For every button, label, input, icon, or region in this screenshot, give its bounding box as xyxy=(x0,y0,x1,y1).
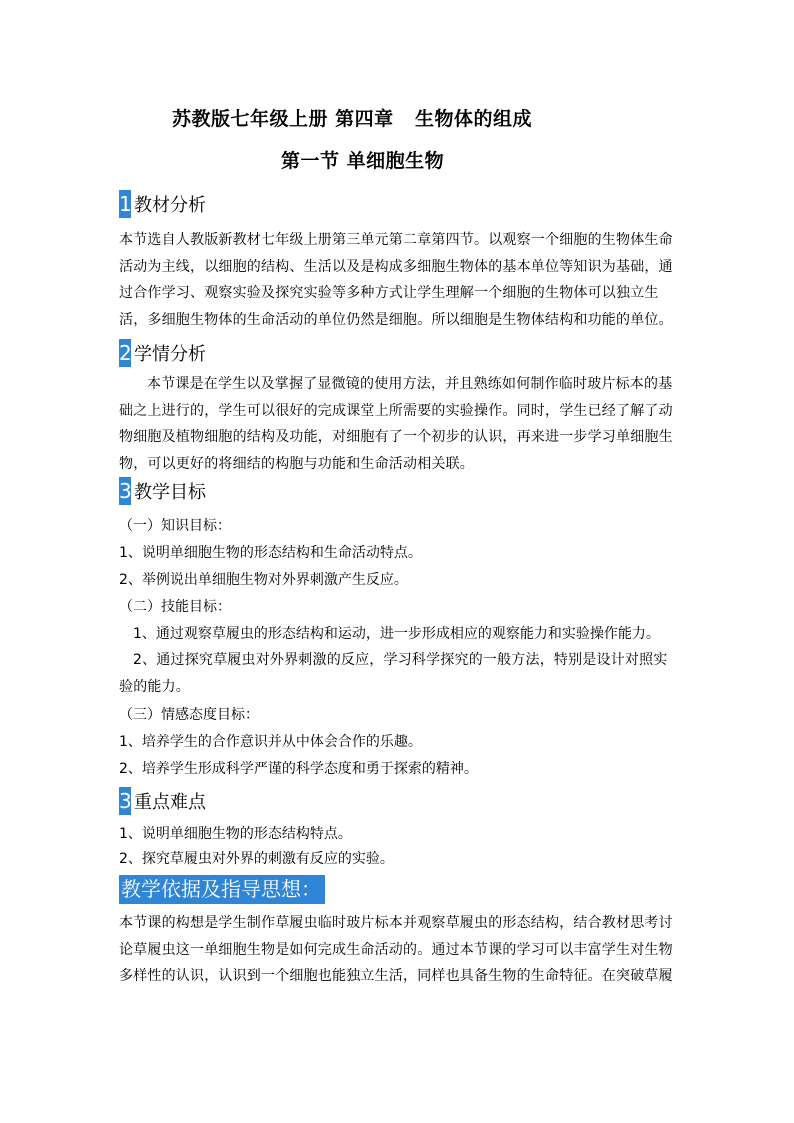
section-number-badge: 3 xyxy=(119,789,132,813)
section-heading-label: 学情分析 xyxy=(134,344,206,365)
section-heading-goals xyxy=(119,477,206,505)
skill-goal-item: 1、通过观察草履虫的形态结构和运动，进一步形成相应的观察能力和实验操作能力。 xyxy=(133,626,660,642)
section-heading-keypoints xyxy=(119,787,206,815)
section-number-badge: 1 xyxy=(119,192,132,216)
skill-goal-heading: （二）技能目标： xyxy=(119,599,231,615)
section-number-badge: 3 xyxy=(119,479,132,503)
keypoint-item: 1、说明单细胞生物的形态结构特点。 xyxy=(119,826,352,842)
knowledge-goal-item: 1、说明单细胞生物的形态结构和生命活动特点。 xyxy=(119,545,422,561)
analysis-paragraph: 本节选自人教版新教材七年级上册第三单元第二章第四节。以观察一个细胞的生物体生命活动为主线，以细胞的结构、生活以及是构成多细胞生物体的基本单位等知识为基础，通过合作学习、观察实验及探究实验等多种方式让学生理解一个细胞的生物体可以独立生活，多细胞生物体的生命活动的单位仍然是细胞。所以细胞是生物体结构和功能的单位。 xyxy=(119,232,673,328)
section-number-badge: 2 xyxy=(119,341,132,365)
section-heading-analysis xyxy=(119,190,206,218)
section-heading-label: 教材分析 xyxy=(134,195,206,216)
emotion-goal-item: 2、培养学生形成科学严谨的科学态度和勇于探索的精神。 xyxy=(119,761,478,777)
emotion-goal-heading: （三）情感态度目标： xyxy=(119,707,259,723)
section-heading-label: 教学目标 xyxy=(134,482,206,503)
keypoint-item: 2、探究草履虫对外界的刺激有反应的实验。 xyxy=(119,851,394,867)
skill-goal-item: 2、通过探究草履虫对外界刺激的反应，学习科学探究的一般方法，特别是设计对照实验的能力。 xyxy=(119,652,668,695)
guide-heading-highlight: 教学依据及指导思想： xyxy=(119,875,325,904)
guide-paragraph: 本节课的构想是学生制作草履虫临时玻片标本并观察草履虫的形态结构，结合教材思考讨论草履虫这一单细胞生物是如何完成生命活动的。通过本节课的学习可以丰富学生对生物多样性的认识，认识到一个细胞也能独立生活，同样也具备生物的生命特征。在突破草履 xyxy=(119,915,673,984)
section-heading-label: 重点难点 xyxy=(134,792,206,813)
knowledge-goal-item: 2、举例说出单细胞生物对外界刺激产生反应。 xyxy=(119,572,408,588)
document-title: 苏教版七年级上册 第四章 生物体的组成 xyxy=(172,108,532,130)
knowledge-goal-heading: （一）知识目标： xyxy=(119,518,231,534)
learner-paragraph: 本节课是在学生以及掌握了显微镜的使用方法，并且熟练如何制作临时玻片标本的基础之上进行的，学生可以很好的完成课堂上所需要的实验操作。同时，学生已经了解了动物细胞及植物细胞的结构及功能，对细胞有了一个初步的认识，再来进一步学习单细胞生物，可以更好的将细结的构胞与功能和生命活动相关联。 xyxy=(119,376,673,472)
section-heading-learner xyxy=(119,339,206,367)
emotion-goal-item: 1、培养学生的合作意识并从中体会合作的乐趣。 xyxy=(119,734,422,750)
section-title: 第一节 单细胞生物 xyxy=(281,150,445,172)
